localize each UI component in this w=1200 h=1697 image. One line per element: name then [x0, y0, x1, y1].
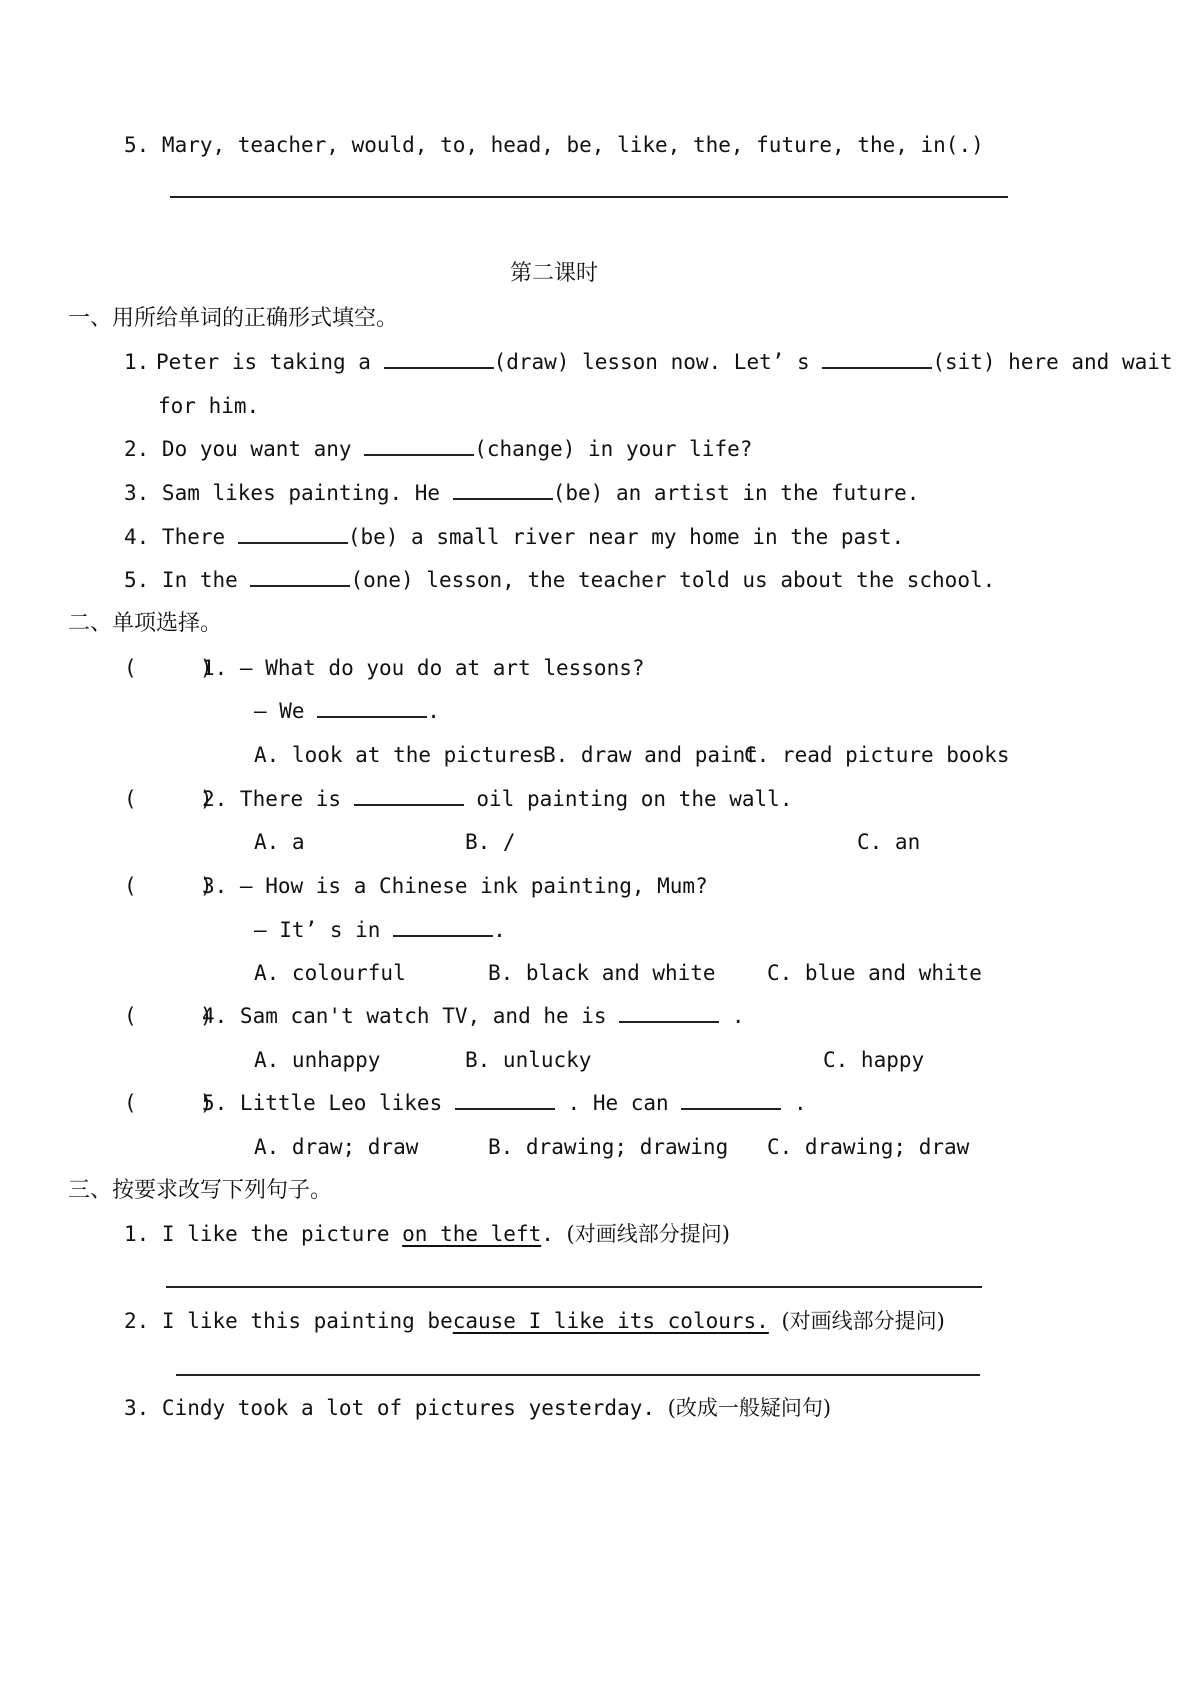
- option-b[interactable]: B. drawing; drawing: [488, 1135, 729, 1159]
- mc-question-3-reply: [254, 917, 506, 943]
- option-a[interactable]: A. draw; draw: [254, 1135, 419, 1159]
- option-b[interactable]: B. unlucky: [465, 1048, 592, 1072]
- mc-question-2-stem: [202, 786, 792, 812]
- q-text: oil painting on the wall.: [476, 787, 793, 811]
- q-text: .: [731, 1004, 745, 1028]
- option-a[interactable]: A. a: [254, 830, 305, 854]
- fill-question-4: [124, 524, 904, 550]
- answer-line: [170, 196, 1008, 198]
- answer-bracket[interactable]: ( ): [124, 656, 213, 680]
- answer-blank[interactable]: [354, 786, 464, 806]
- q-text: 2. Do you want any: [124, 437, 352, 461]
- option-a[interactable]: A. colourful: [254, 961, 406, 985]
- answer-blank[interactable]: [453, 480, 553, 500]
- answer-bracket[interactable]: ( ): [124, 1004, 213, 1028]
- q-text: 3. Sam likes painting. He: [124, 481, 441, 505]
- fill-question-2: [124, 436, 752, 462]
- q-text: (sit) here and wait: [932, 350, 1173, 374]
- fill-question-5: [124, 567, 995, 593]
- answer-blank[interactable]: [393, 917, 493, 937]
- lesson-title: 第二课时: [509, 261, 598, 286]
- answer-bracket[interactable]: ( ): [124, 874, 213, 898]
- option-a[interactable]: A. look at the pictures: [254, 743, 545, 767]
- q-text: Peter is taking a: [155, 350, 371, 374]
- q-text: (change) in your life?: [474, 437, 753, 461]
- answer-blank[interactable]: [619, 1003, 719, 1023]
- q-text: .: [493, 918, 506, 942]
- underlined-part: cause I like its colours.: [452, 1309, 769, 1333]
- fill-question-1-cont: for him.: [158, 394, 260, 418]
- q-text: (be) a small river near my home in the past.: [347, 525, 905, 549]
- mc-question-1-stem: 1. — What do you do at art lessons?: [202, 656, 645, 680]
- answer-line[interactable]: [166, 1286, 982, 1288]
- option-a[interactable]: A. unhappy: [254, 1048, 381, 1072]
- q-text: .: [427, 699, 440, 723]
- q-text: 5. In the: [124, 568, 238, 592]
- mc-question-3-stem: 3. — How is a Chinese ink painting, Mum?: [202, 874, 708, 898]
- fill-question-1: [124, 349, 1173, 375]
- section-1-heading: 一、用所给单词的正确形式填空。: [68, 306, 399, 331]
- option-c[interactable]: C. blue and white: [767, 961, 982, 985]
- answer-blank[interactable]: [364, 436, 474, 456]
- instruction-note: (对画线部分提问): [566, 1222, 730, 1246]
- answer-blank[interactable]: [681, 1090, 781, 1110]
- q-text: 4. Sam can't watch TV, and he is: [202, 1004, 607, 1028]
- option-c[interactable]: C. read picture books: [744, 743, 1010, 767]
- q-text: [769, 1309, 782, 1333]
- option-c[interactable]: C. drawing; draw: [767, 1135, 970, 1159]
- q-text: 4. There: [124, 525, 226, 549]
- q-text: 3. Cindy took a lot of pictures yesterday.: [124, 1396, 668, 1420]
- underlined-part: on the left: [402, 1222, 542, 1246]
- answer-line[interactable]: [176, 1374, 980, 1376]
- q-text: .: [541, 1222, 567, 1246]
- reorder-question-5: 5. Mary, teacher, would, to, head, be, like, the, future, the, in(.): [124, 133, 984, 157]
- mc-question-4-stem: [202, 1003, 745, 1029]
- q-text: (be) an artist in the future.: [552, 481, 920, 505]
- section-3-heading: 三、按要求改写下列句子。: [68, 1178, 333, 1203]
- q-text: 1. I like the picture: [124, 1222, 403, 1246]
- rewrite-question-1: [124, 1221, 730, 1247]
- q-text: — We: [254, 699, 305, 723]
- answer-blank[interactable]: [317, 698, 427, 718]
- option-b[interactable]: B. draw and paint: [543, 743, 758, 767]
- answer-blank[interactable]: [822, 349, 932, 369]
- option-b[interactable]: B. black and white: [488, 961, 716, 985]
- section-2-heading: 二、单项选择。: [68, 611, 223, 636]
- answer-blank[interactable]: [455, 1090, 555, 1110]
- answer-bracket[interactable]: ( ): [124, 787, 213, 811]
- q-text: 2. I like this painting be: [124, 1309, 453, 1333]
- q-text: .: [794, 1091, 807, 1115]
- mc-question-1-reply: [254, 698, 440, 724]
- q-text: — It’ s in: [254, 918, 381, 942]
- option-b[interactable]: B. /: [465, 830, 516, 854]
- q-text: 5. Little Leo likes: [202, 1091, 443, 1115]
- mc-question-5-stem: [202, 1090, 807, 1116]
- rewrite-question-2: [124, 1308, 945, 1334]
- instruction-note: (对画线部分提问): [781, 1309, 945, 1333]
- q-text: 2. There is: [202, 787, 342, 811]
- rewrite-question-3: [124, 1395, 831, 1421]
- instruction-note: (改成一般疑问句): [667, 1396, 832, 1420]
- q-text: (draw) lesson now. Let’ s: [493, 350, 810, 374]
- q-text: . He can: [567, 1091, 669, 1115]
- q-text: (one) lesson, the teacher told us about the school.: [350, 568, 996, 592]
- answer-blank[interactable]: [250, 567, 350, 587]
- option-c[interactable]: C. an: [857, 830, 921, 854]
- answer-blank[interactable]: [238, 524, 348, 544]
- option-c[interactable]: C. happy: [823, 1048, 925, 1072]
- answer-blank[interactable]: [384, 349, 494, 369]
- answer-bracket[interactable]: ( ): [124, 1091, 213, 1115]
- q-number: 1.: [124, 350, 150, 374]
- fill-question-3: [124, 480, 919, 506]
